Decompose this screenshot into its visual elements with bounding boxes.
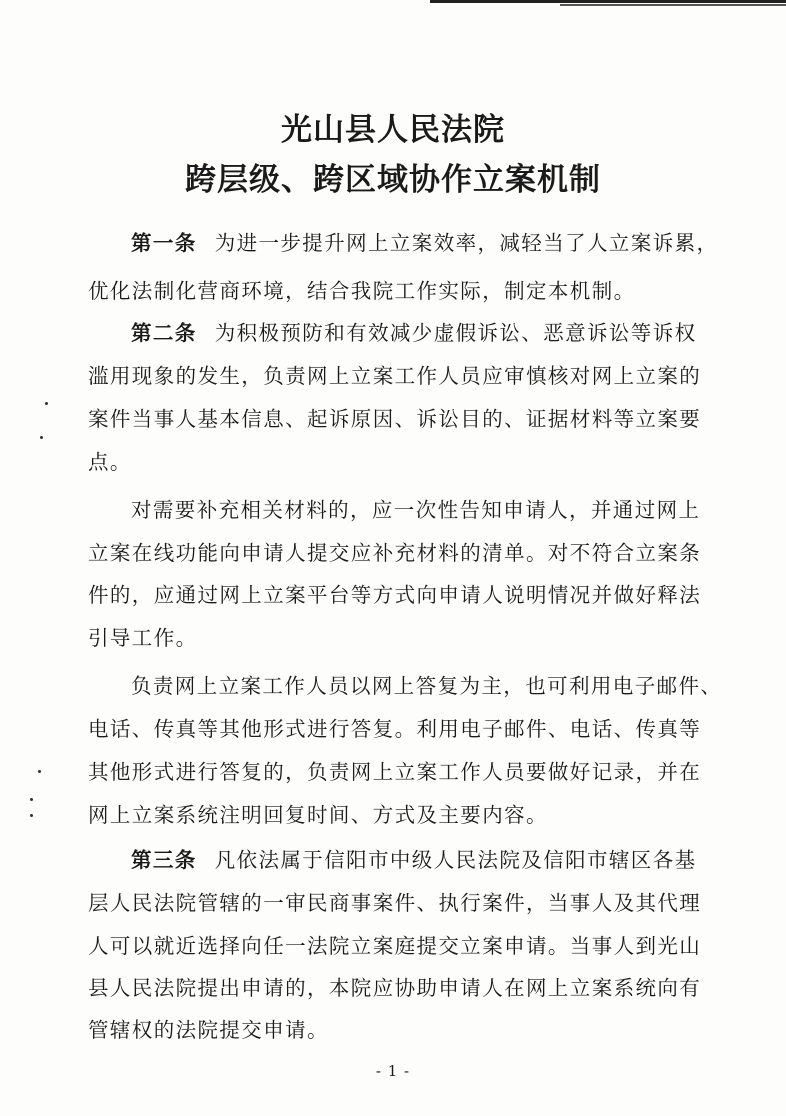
reply-line3: 其他形式进行答复的，负责网上立案工作人员要做好记录，并在 [88,760,702,784]
article2-line1 [131,318,700,348]
scan-speck [30,814,33,817]
supplement-line1: 对需要补充相关材料的，应一次性告知申请人，并通过网上 [131,498,701,522]
supplement-line4: 引导工作。 [88,626,198,650]
article2-text-line1: 为积极预防和有效减少虚假诉讼、恶意诉讼等诉权 [214,321,697,345]
scan-speck [30,798,33,801]
scan-speck [38,770,41,773]
article1-text-line1: 为进一步提升网上立案效率，减轻当了人立案诉累， [214,231,719,255]
scan-edge-line-secondary [560,4,786,6]
reply-line2: 电话、传真等其他形式进行答复。利用电子邮件、电话、传真等 [88,717,702,741]
article1-heading: 第一条 [131,231,197,255]
article3-heading: 第三条 [131,848,197,872]
article3-line1 [131,845,700,875]
page-number: - 1 - [375,1062,411,1080]
article3-line3: 人可以就近选择向任一法院立案庭提交立案申请。当事人到光山 [88,934,702,958]
article2-heading: 第二条 [131,321,197,345]
scan-speck [45,402,48,405]
article3-line4: 县人民法院提出申请的，本院应协助申请人在网上立案系统向有 [88,976,702,1000]
document-title-court: 光山县人民法院 [281,112,505,148]
article1-line1 [131,228,719,258]
article2-line2: 滥用现象的发生，负责网上立案工作人员应审慎核对网上立案的 [88,364,702,388]
article2-line4: 点。 [88,450,132,474]
document-title-mechanism: 跨层级、跨区域协作立案机制 [185,162,601,198]
scan-speck [40,436,43,439]
scan-edge-line [430,0,786,3]
article3-line5: 管辖权的法院提交申请。 [88,1018,329,1042]
reply-line4: 网上立案系统注明回复时间、方式及主要内容。 [88,803,548,827]
article1-line2: 优化法制化营商环境，结合我院工作实际，制定本机制。 [88,279,636,303]
supplement-line2: 立案在线功能向申请人提交应补充材料的清单。对不符合立案条 [88,541,702,565]
reply-line1: 负责网上立案工作人员以网上答复为主，也可利用电子邮件、 [131,674,723,698]
article3-text-line1: 凡依法属于信阳市中级人民法院及信阳市辖区各基 [214,848,697,872]
article3-line2: 层人民法院管辖的一审民商事案件、执行案件，当事人及其代理 [88,891,702,915]
supplement-line3: 件的，应通过网上立案平台等方式向申请人说明情况并做好释法 [88,583,702,607]
article2-line3: 案件当事人基本信息、起诉原因、诉讼目的、证据材料等立案要 [88,407,702,431]
